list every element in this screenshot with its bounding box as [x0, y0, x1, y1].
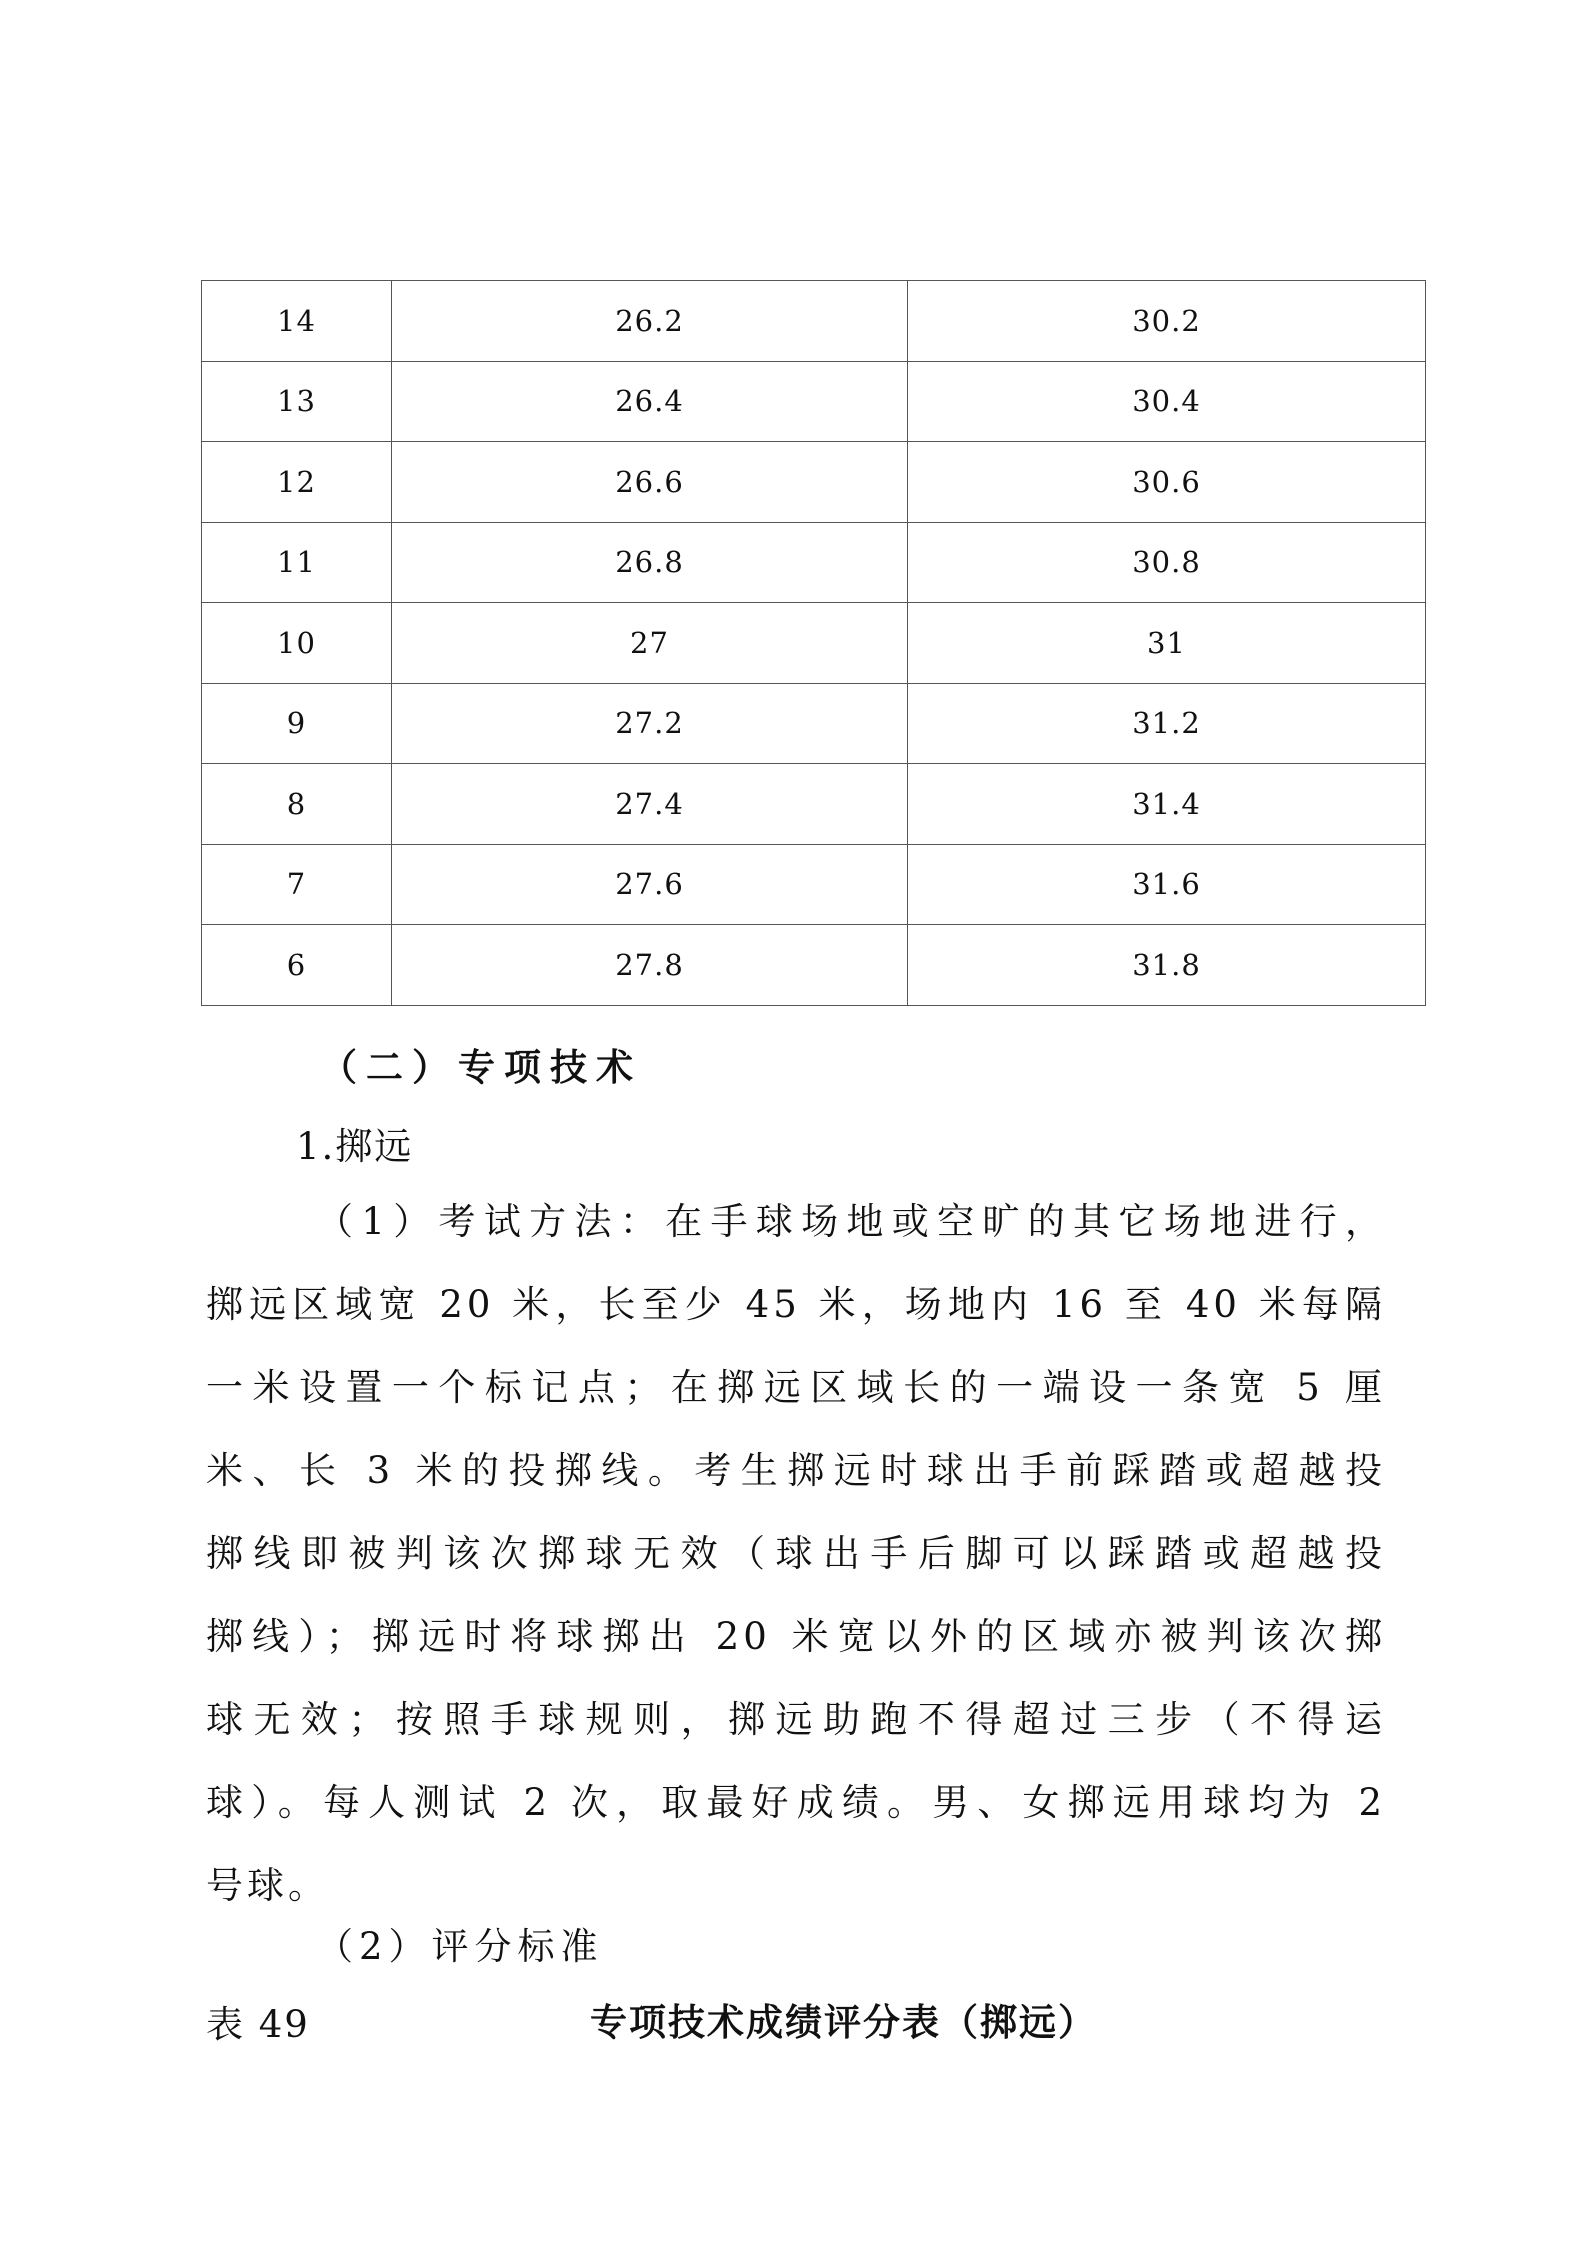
- exam-method-paragraph: [206, 1180, 1386, 1927]
- female-value-cell: 31: [908, 603, 1426, 684]
- paragraph-line: 掷线）；掷远时将球掷出 20 米宽以外的区域亦被判该次掷: [206, 1615, 1386, 1658]
- score-cell: 10: [202, 603, 392, 684]
- female-value-cell: 30.4: [908, 361, 1426, 442]
- table-row: [202, 361, 1426, 442]
- score-cell: 11: [202, 522, 392, 603]
- section-heading: （二）专项技术: [320, 1045, 642, 1089]
- male-value-cell: 27.6: [392, 844, 908, 925]
- criteria-heading: （2）评分标准: [316, 1925, 604, 1968]
- table-row: [202, 522, 1426, 603]
- male-value-cell: 27.8: [392, 925, 908, 1006]
- score-cell: 6: [202, 925, 392, 1006]
- female-value-cell: 31.4: [908, 764, 1426, 845]
- table-row: [202, 764, 1426, 845]
- paragraph-line: （1）考试方法：在手球场地或空旷的其它场地进行，: [316, 1200, 1386, 1243]
- paragraph-line: 球无效；按照手球规则，掷远助跑不得超过三步（不得运: [206, 1698, 1386, 1741]
- table-row: [202, 603, 1426, 684]
- female-value-cell: 30.2: [908, 281, 1426, 362]
- score-cell: 9: [202, 683, 392, 764]
- female-value-cell: 30.6: [908, 442, 1426, 523]
- male-value-cell: 27.2: [392, 683, 908, 764]
- table-row: [202, 442, 1426, 523]
- female-value-cell: 31.8: [908, 925, 1426, 1006]
- table-label: 表 49: [206, 2003, 310, 2046]
- paragraph-line: 掷线即被判该次掷球无效（球出手后脚可以踩踏或超越投: [206, 1532, 1386, 1575]
- male-value-cell: 27.4: [392, 764, 908, 845]
- female-value-cell: 30.8: [908, 522, 1426, 603]
- male-value-cell: 26.8: [392, 522, 908, 603]
- score-table: [201, 280, 1426, 1006]
- female-value-cell: 31.2: [908, 683, 1426, 764]
- male-value-cell: 26.6: [392, 442, 908, 523]
- table-row: [202, 925, 1426, 1006]
- paragraph-line: 米、长 3 米的投掷线。考生掷远时球出手前踩踏或超越投: [206, 1449, 1386, 1492]
- table-title: 专项技术成绩评分表（掷远）: [590, 2000, 1097, 2044]
- male-value-cell: 27: [392, 603, 908, 684]
- score-cell: 7: [202, 844, 392, 925]
- section-subheading: 1.掷远: [296, 1125, 414, 1168]
- paragraph-line: 号球。: [206, 1864, 329, 1907]
- female-value-cell: 31.6: [908, 844, 1426, 925]
- male-value-cell: 26.2: [392, 281, 908, 362]
- score-cell: 14: [202, 281, 392, 362]
- paragraph-line: 一米设置一个标记点；在掷远区域长的一端设一条宽 5 厘: [206, 1366, 1386, 1409]
- score-cell: 8: [202, 764, 392, 845]
- score-cell: 13: [202, 361, 392, 442]
- table-row: [202, 281, 1426, 362]
- male-value-cell: 26.4: [392, 361, 908, 442]
- table-row: [202, 683, 1426, 764]
- paragraph-line: 掷远区域宽 20 米，长至少 45 米，场地内 16 至 40 米每隔: [206, 1283, 1386, 1326]
- table-row: [202, 844, 1426, 925]
- score-cell: 12: [202, 442, 392, 523]
- paragraph-line: 球）。每人测试 2 次，取最好成绩。男、女掷远用球均为 2: [206, 1781, 1386, 1824]
